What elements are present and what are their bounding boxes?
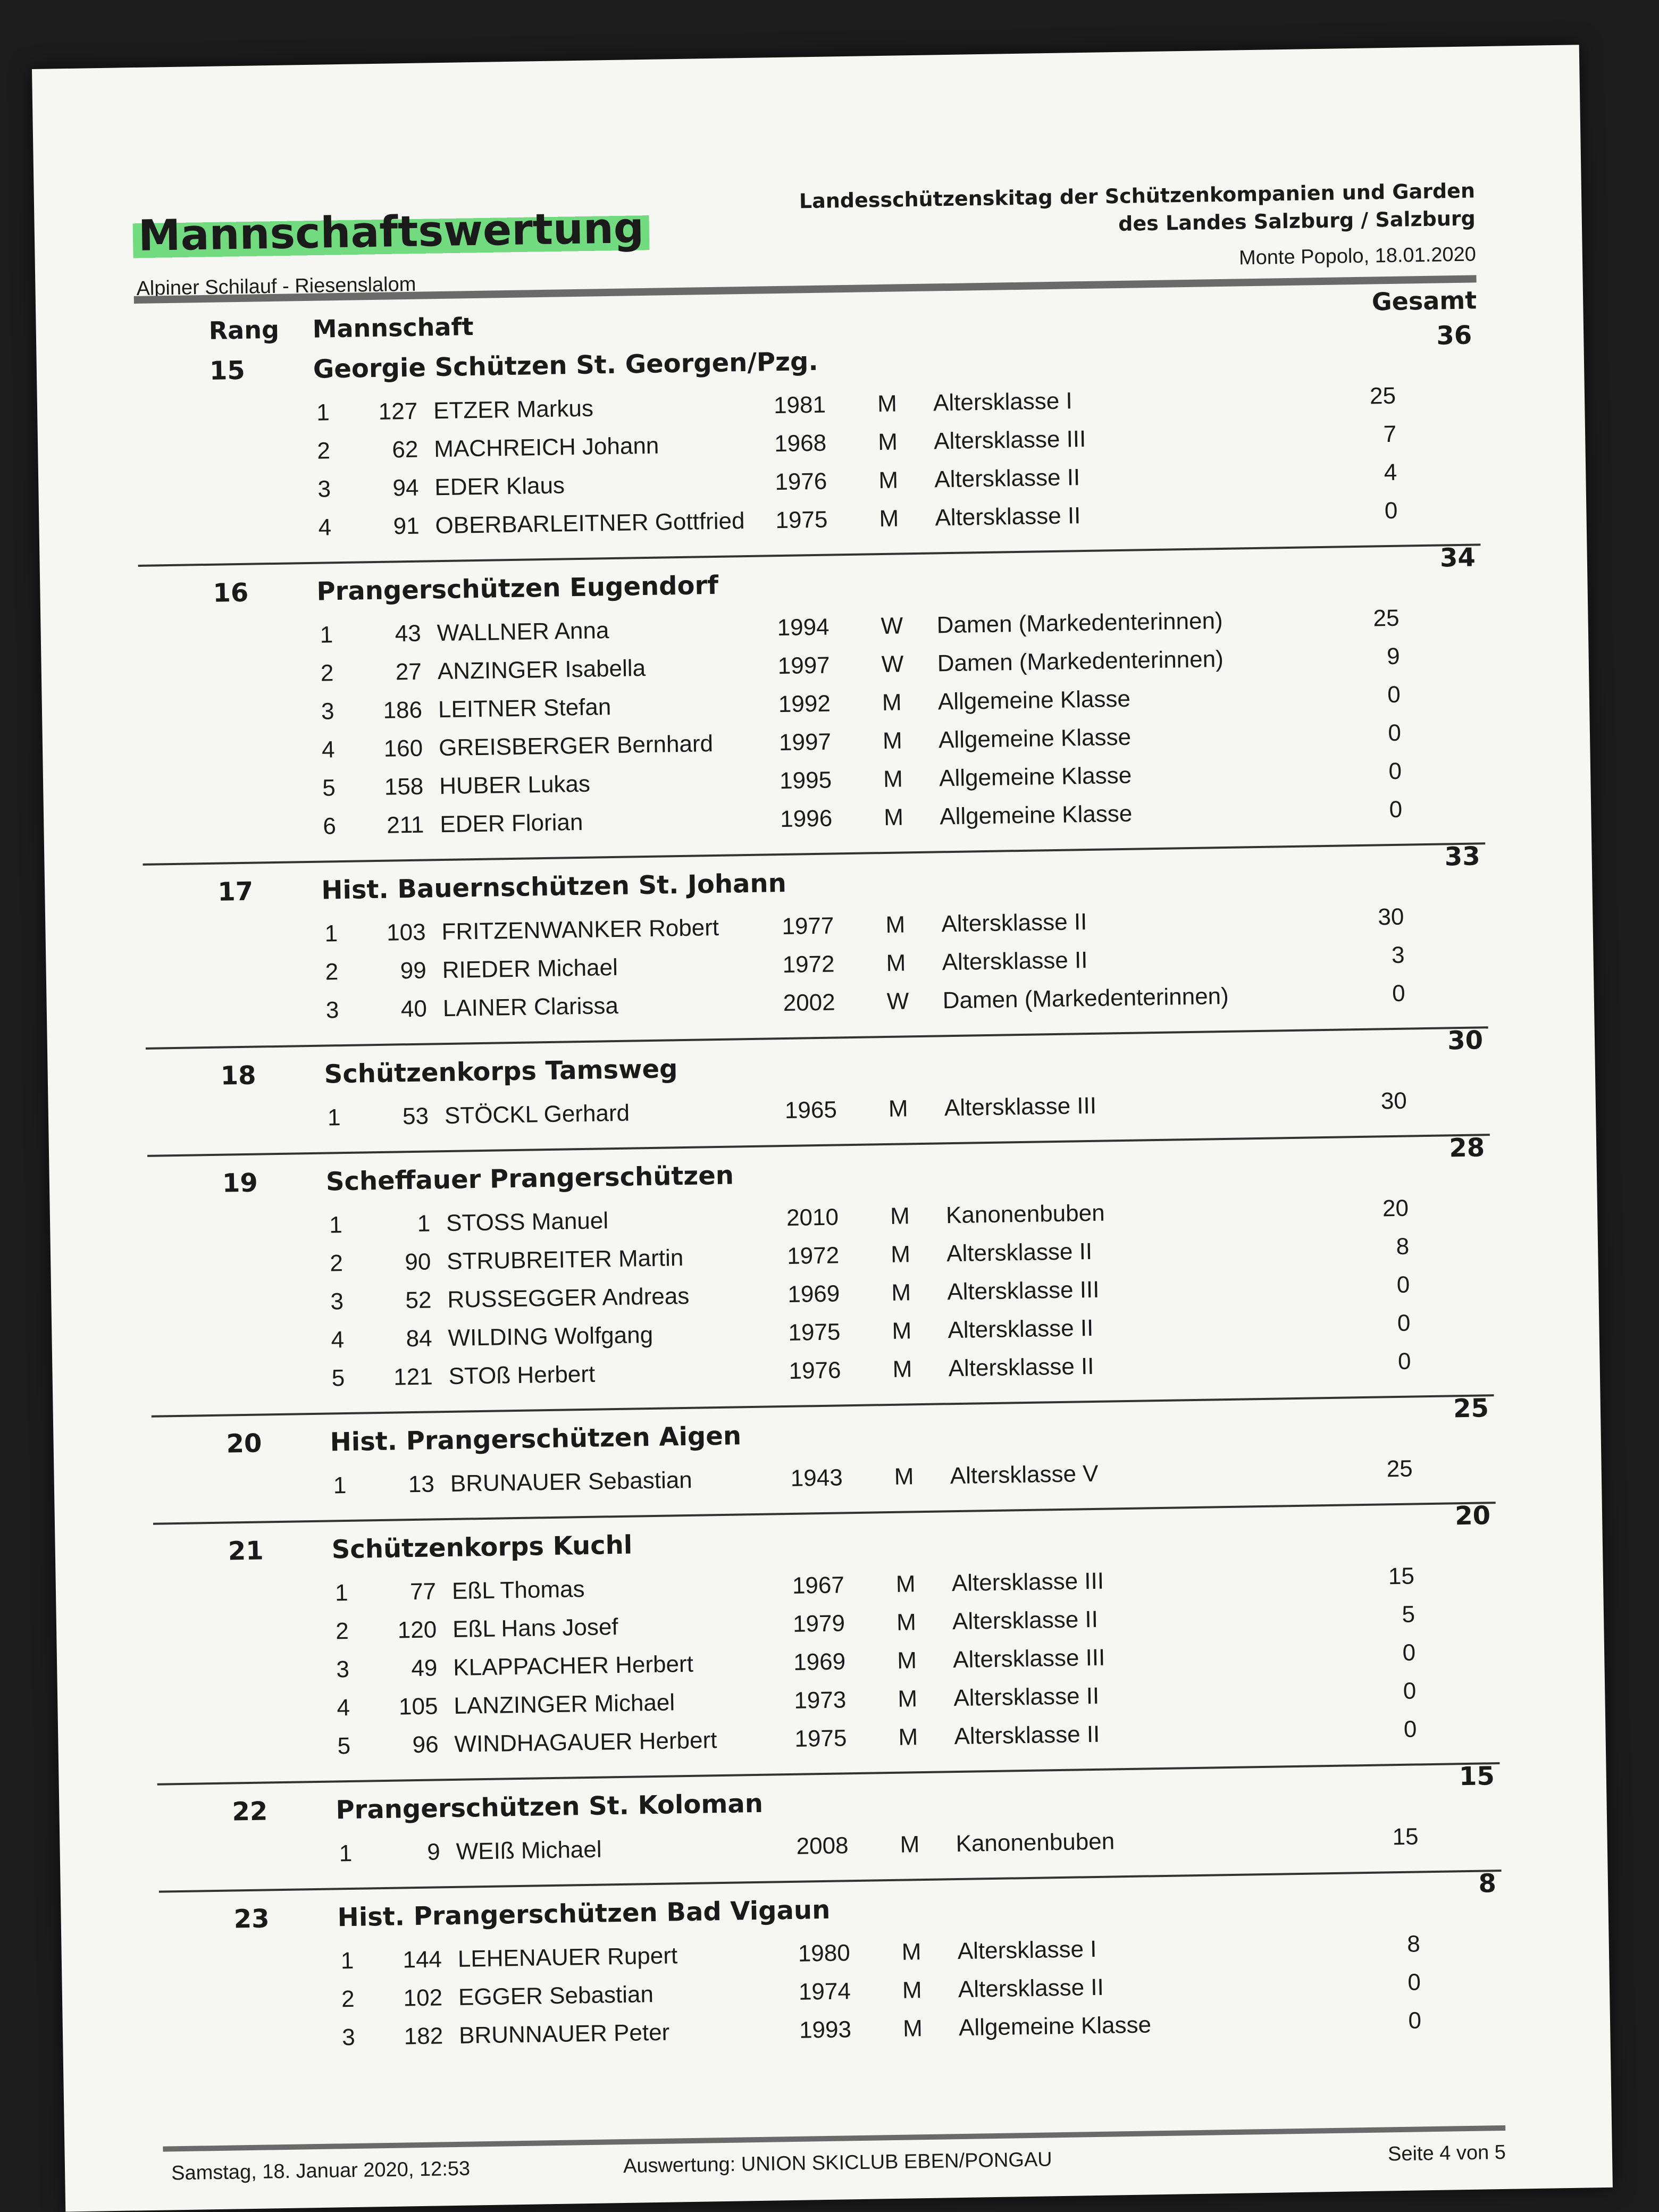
column-total: Gesamt (1371, 286, 1477, 316)
member-class: Altersklasse III (946, 1276, 1100, 1305)
team-name: Scheffauer Prangerschützen (325, 1160, 734, 1197)
member-class: Altersklasse II (934, 464, 1080, 493)
member-start: 160 (383, 735, 423, 762)
member-class: Allgemeine Klasse (939, 800, 1133, 830)
member-pos: 4 (321, 736, 336, 763)
member-start: 103 (386, 919, 426, 946)
member-year: 1969 (787, 1280, 840, 1308)
team-rank: 16 (213, 577, 249, 608)
member-name: ANZINGER Isabella (437, 655, 646, 685)
member-pos: 1 (320, 622, 333, 648)
member-start: 144 (403, 1946, 442, 1973)
member-class: Allgemeine Klasse (937, 685, 1131, 715)
member-name: BRUNAUER Sebastian (450, 1467, 693, 1497)
member-sex: M (892, 1318, 912, 1344)
member-pos: 5 (322, 775, 336, 801)
member-year: 1997 (778, 728, 832, 756)
member-points: 25 (1386, 1455, 1413, 1482)
member-name: STRUBREITER Martin (446, 1245, 684, 1275)
member-sex: M (878, 467, 899, 494)
member-name: GREISBERGER Bernhard (438, 731, 714, 761)
member-class: Damen (Markedenterinnen) (942, 983, 1229, 1014)
discipline-subtitle: Alpiner Schilauf - Riesenslalom (136, 273, 416, 300)
member-points: 0 (1397, 1310, 1411, 1336)
member-points: 30 (1380, 1087, 1407, 1115)
member-year: 1976 (774, 468, 827, 496)
member-name: EßL Thomas (451, 1576, 585, 1604)
member-points: 0 (1389, 796, 1403, 823)
member-start: 49 (410, 1655, 438, 1682)
member-name: WINDHAGAUER Herbert (454, 1727, 717, 1757)
member-name: WALLNER Anna (437, 617, 609, 647)
member-year: 1967 (792, 1572, 845, 1599)
member-start: 96 (412, 1731, 439, 1758)
member-name: EDER Klaus (434, 472, 565, 501)
member-pos: 1 (339, 1840, 353, 1867)
team-rank: 19 (222, 1168, 258, 1199)
member-points: 0 (1384, 497, 1398, 524)
member-points: 20 (1382, 1195, 1409, 1222)
member-sex: M (883, 766, 903, 793)
footer-organizer: Auswertung: UNION SKICLUB EBEN/PONGAU (623, 2148, 1053, 2178)
member-start: 27 (395, 658, 422, 685)
member-sex: M (882, 689, 902, 716)
member-sex: M (900, 1831, 920, 1858)
member-points: 0 (1387, 681, 1401, 708)
member-start: 127 (378, 398, 418, 425)
member-year: 1965 (784, 1096, 837, 1124)
member-name: BRUNNAUER Peter (458, 2019, 670, 2049)
team-name: Hist. Prangerschützen Aigen (330, 1421, 742, 1457)
member-class: Altersklasse III (951, 1568, 1104, 1597)
member-year: 1994 (777, 614, 830, 641)
member-class: Altersklasse II (942, 947, 1088, 976)
member-pos: 1 (340, 1947, 354, 1974)
team-rank: 15 (209, 355, 246, 386)
member-year: 1977 (782, 912, 834, 940)
member-start: 99 (400, 957, 427, 984)
member-points: 0 (1392, 980, 1406, 1007)
event-line-2: des Landes Salzburg / Salzburg (1118, 206, 1476, 236)
team-rank: 20 (226, 1428, 262, 1459)
member-start: 9 (426, 1839, 441, 1865)
column-team: Mannschaft (312, 312, 474, 343)
member-name: LAINER Clarissa (442, 992, 619, 1022)
member-sex: M (885, 911, 906, 938)
member-name: ETZER Markus (433, 395, 594, 424)
team-name: Prangerschützen Eugendorf (316, 570, 719, 607)
member-points: 15 (1392, 1823, 1419, 1850)
member-pos: 5 (337, 1732, 351, 1759)
team-total: 36 (1436, 320, 1472, 351)
member-class: Kanonenbuben (956, 1828, 1115, 1857)
member-year: 1975 (794, 1725, 847, 1752)
member-class: Altersklasse II (953, 1682, 1100, 1712)
member-points: 3 (1391, 942, 1405, 969)
member-points: 15 (1388, 1563, 1415, 1590)
member-sex: M (896, 1647, 917, 1674)
team-total: 30 (1447, 1025, 1484, 1056)
member-pos: 2 (325, 959, 339, 985)
team-block (146, 1025, 1489, 1146)
member-name: LEHENAUER Rupert (457, 1942, 678, 1972)
member-class: Allgemeine Klasse (938, 724, 1132, 753)
member-pos: 1 (333, 1472, 347, 1499)
member-class: Altersklasse III (933, 425, 1086, 455)
team-block (152, 1393, 1495, 1514)
member-pos: 4 (337, 1694, 350, 1721)
member-class: Altersklasse II (948, 1314, 1094, 1344)
member-pos: 3 (321, 698, 334, 725)
member-start: 62 (391, 436, 418, 463)
member-year: 1943 (790, 1464, 843, 1492)
member-class: Altersklasse III (952, 1644, 1105, 1673)
member-year: 2008 (796, 1832, 849, 1859)
member-sex: M (882, 727, 903, 755)
member-points: 8 (1396, 1233, 1410, 1260)
member-name: STOß Herbert (448, 1361, 596, 1389)
member-start: 43 (395, 620, 422, 647)
member-name: LANZINGER Michael (454, 1689, 675, 1719)
member-start: 182 (404, 2023, 443, 2050)
member-points: 0 (1403, 1678, 1417, 1704)
member-points: 25 (1369, 382, 1396, 409)
member-start: 94 (392, 474, 419, 501)
member-pos: 3 (317, 476, 331, 502)
member-points: 30 (1378, 903, 1404, 931)
member-pos: 3 (330, 1288, 344, 1315)
member-start: 105 (398, 1693, 438, 1720)
team-total: 25 (1453, 1393, 1489, 1424)
member-class: Altersklasse V (950, 1460, 1099, 1489)
member-sex: W (881, 651, 904, 678)
member-class: Damen (Markedenterinnen) (936, 607, 1224, 639)
team-total: 28 (1448, 1133, 1485, 1163)
member-sex: M (896, 1609, 917, 1636)
member-points: 5 (1402, 1601, 1415, 1628)
member-start: 53 (402, 1103, 429, 1130)
member-start: 13 (408, 1471, 435, 1498)
team-block (153, 1501, 1499, 1774)
column-rank: Rang (208, 315, 280, 345)
member-start: 211 (386, 811, 424, 839)
member-pos: 2 (316, 438, 331, 464)
member-sex: M (892, 1356, 912, 1382)
team-rank: 22 (232, 1796, 268, 1827)
member-points: 0 (1402, 1639, 1416, 1666)
member-sex: M (879, 505, 899, 532)
member-sex: M (897, 1686, 918, 1712)
member-pos: 1 (334, 1580, 348, 1606)
team-block (148, 1133, 1494, 1406)
member-points: 25 (1373, 605, 1400, 632)
member-name: OBERBARLEITNER Gottfried (435, 508, 745, 539)
member-name: KLAPPACHER Herbert (453, 1650, 694, 1681)
member-class: Allgemeine Klasse (958, 2012, 1152, 2041)
member-sex: M (888, 1095, 908, 1122)
member-pos: 3 (325, 997, 339, 1024)
member-start: 121 (393, 1363, 433, 1390)
member-name: EDER Florian (440, 809, 583, 838)
member-class: Altersklasse II (954, 1721, 1100, 1750)
footer-datetime: Samstag, 18. Januar 2020, 12:53 (171, 2157, 471, 2185)
member-name: LEITNER Stefan (438, 694, 611, 723)
member-start: 158 (384, 773, 424, 800)
member-start: 40 (400, 995, 428, 1023)
member-row (147, 1086, 1490, 1145)
member-sex: M (890, 1203, 910, 1229)
member-start: 102 (403, 1984, 443, 2012)
member-points: 0 (1403, 1716, 1417, 1742)
team-block (159, 1869, 1504, 2066)
member-pos: 5 (331, 1365, 345, 1392)
team-total: 15 (1459, 1761, 1495, 1792)
member-points: 0 (1407, 1969, 1421, 1996)
member-name: RUSSEGGER Andreas (447, 1283, 690, 1313)
member-pos: 1 (316, 399, 330, 426)
member-name: MACHREICH Johann (433, 432, 659, 463)
team-total: 8 (1478, 1869, 1497, 1899)
member-pos: 4 (318, 514, 332, 541)
member-year: 1968 (774, 430, 827, 457)
event-line-1: Landesschützenskitag der Schützenkompanien und Garden (799, 179, 1476, 213)
member-name: HUBER Lukas (439, 770, 591, 800)
member-points: 0 (1408, 2007, 1422, 2034)
member-sex: M (895, 1571, 916, 1597)
member-year: 1972 (782, 951, 835, 978)
member-sex: M (898, 1724, 918, 1750)
member-pos: 2 (341, 1985, 355, 2013)
event-date: Monte Popolo, 18.01.2020 (1238, 243, 1477, 270)
member-name: RIEDER Michael (442, 954, 618, 984)
member-class: Altersklasse II (948, 1353, 1094, 1382)
member-year: 1996 (780, 805, 833, 833)
member-class: Kanonenbuben (945, 1200, 1105, 1229)
event-title (799, 177, 1476, 242)
member-class: Altersklasse I (957, 1936, 1097, 1965)
member-pos: 6 (323, 813, 337, 840)
footer-page: Seite 4 von 5 (1387, 2141, 1506, 2166)
page-title: Mannschaftswertung (132, 203, 650, 261)
team-rank: 23 (233, 1904, 270, 1934)
member-class: Altersklasse II (952, 1606, 1099, 1635)
member-class: Damen (Markedenterinnen) (937, 646, 1224, 677)
member-pos: 3 (341, 2024, 356, 2051)
member-class: Altersklasse III (944, 1092, 1097, 1121)
team-name: Schützenkorps Tamsweg (324, 1054, 678, 1090)
member-year: 1973 (793, 1687, 847, 1714)
member-sex: M (901, 1939, 921, 1965)
member-pos: 4 (331, 1327, 345, 1353)
member-points: 7 (1383, 421, 1397, 448)
member-points: 0 (1388, 758, 1402, 785)
member-sex: M (891, 1279, 911, 1306)
member-pos: 1 (327, 1104, 341, 1131)
member-class: Altersklasse I (933, 388, 1073, 416)
result-sheet (32, 45, 1613, 2211)
member-points: 0 (1397, 1348, 1411, 1375)
member-year: 1975 (775, 506, 828, 534)
member-year: 2002 (783, 989, 836, 1017)
member-sex: M (890, 1241, 911, 1268)
member-points: 0 (1388, 719, 1402, 747)
team-name: Prangerschützen St. Koloman (336, 1788, 764, 1825)
member-sex: W (886, 988, 909, 1015)
member-sex: M (883, 804, 904, 831)
member-sex: M (877, 390, 898, 417)
member-sex: M (886, 950, 906, 976)
member-name: STÖCKL Gerhard (444, 1100, 630, 1129)
member-row (158, 1822, 1501, 1881)
member-pos: 2 (329, 1250, 343, 1277)
member-class: Altersklasse II (946, 1238, 1093, 1267)
member-year: 1993 (799, 2016, 852, 2043)
member-pos: 3 (336, 1656, 350, 1683)
team-block (138, 542, 1485, 854)
member-start: 186 (383, 697, 423, 724)
member-sex: W (881, 613, 903, 640)
member-points: 4 (1384, 459, 1397, 486)
member-start: 91 (393, 513, 420, 540)
member-year: 1974 (798, 1978, 851, 2005)
member-name: EßL Hans Josef (452, 1614, 618, 1643)
member-start: 90 (404, 1249, 431, 1276)
member-sex: M (877, 429, 898, 456)
member-class: Altersklasse II (935, 502, 1081, 531)
team-block (157, 1761, 1501, 1882)
member-pos: 1 (329, 1212, 343, 1238)
member-sex: M (902, 1977, 922, 2004)
member-year: 1969 (793, 1648, 846, 1675)
member-year: 1995 (779, 767, 832, 794)
team-total: 34 (1439, 542, 1476, 573)
team-rank: 18 (220, 1060, 257, 1091)
member-class: Allgemeine Klasse (939, 762, 1132, 792)
member-year: 1976 (789, 1357, 841, 1384)
member-name: EGGER Sebastian (458, 1981, 654, 2010)
member-sex: M (894, 1463, 914, 1490)
member-start: 52 (405, 1287, 432, 1314)
team-name: Schützenkorps Kuchl (331, 1530, 633, 1565)
member-class: Altersklasse II (958, 1974, 1104, 2003)
member-points: 8 (1406, 1931, 1421, 1957)
member-points: 9 (1386, 643, 1401, 670)
team-total: 33 (1444, 841, 1481, 872)
member-start: 77 (409, 1578, 437, 1605)
member-row (153, 1454, 1496, 1513)
member-year: 1979 (792, 1610, 845, 1637)
member-name: STOSS Manuel (446, 1208, 609, 1237)
team-rank: 21 (228, 1536, 264, 1566)
member-year: 1997 (777, 652, 831, 680)
member-name: WEIß Michael (456, 1836, 602, 1865)
team-total: 20 (1454, 1501, 1491, 1531)
team-name: Hist. Prangerschützen Bad Vigaun (337, 1895, 831, 1933)
member-start: 1 (417, 1210, 431, 1237)
member-pos: 2 (320, 660, 334, 686)
member-name: FRITZENWANKER Robert (441, 914, 719, 945)
team-name: Hist. Bauernschützen St. Johann (321, 868, 787, 906)
member-year: 1972 (786, 1242, 840, 1269)
member-year: 1980 (798, 1940, 851, 1967)
member-pos: 2 (335, 1618, 349, 1645)
member-points: 0 (1396, 1271, 1410, 1298)
member-class: Altersklasse II (941, 909, 1087, 937)
team-name: Georgie Schützen St. Georgen/Pzg. (313, 346, 819, 384)
member-year: 1975 (788, 1319, 841, 1346)
footer-rule (163, 2125, 1505, 2152)
member-year: 1992 (778, 690, 831, 718)
team-rank: 17 (217, 876, 254, 907)
member-year: 2010 (786, 1204, 839, 1231)
member-pos: 1 (324, 920, 338, 947)
member-sex: M (902, 2015, 923, 2042)
member-year: 1981 (773, 391, 826, 419)
member-start: 84 (406, 1325, 432, 1352)
member-start: 120 (397, 1616, 437, 1644)
team-block (143, 841, 1488, 1038)
member-name: WILDING Wolfgang (448, 1321, 653, 1351)
